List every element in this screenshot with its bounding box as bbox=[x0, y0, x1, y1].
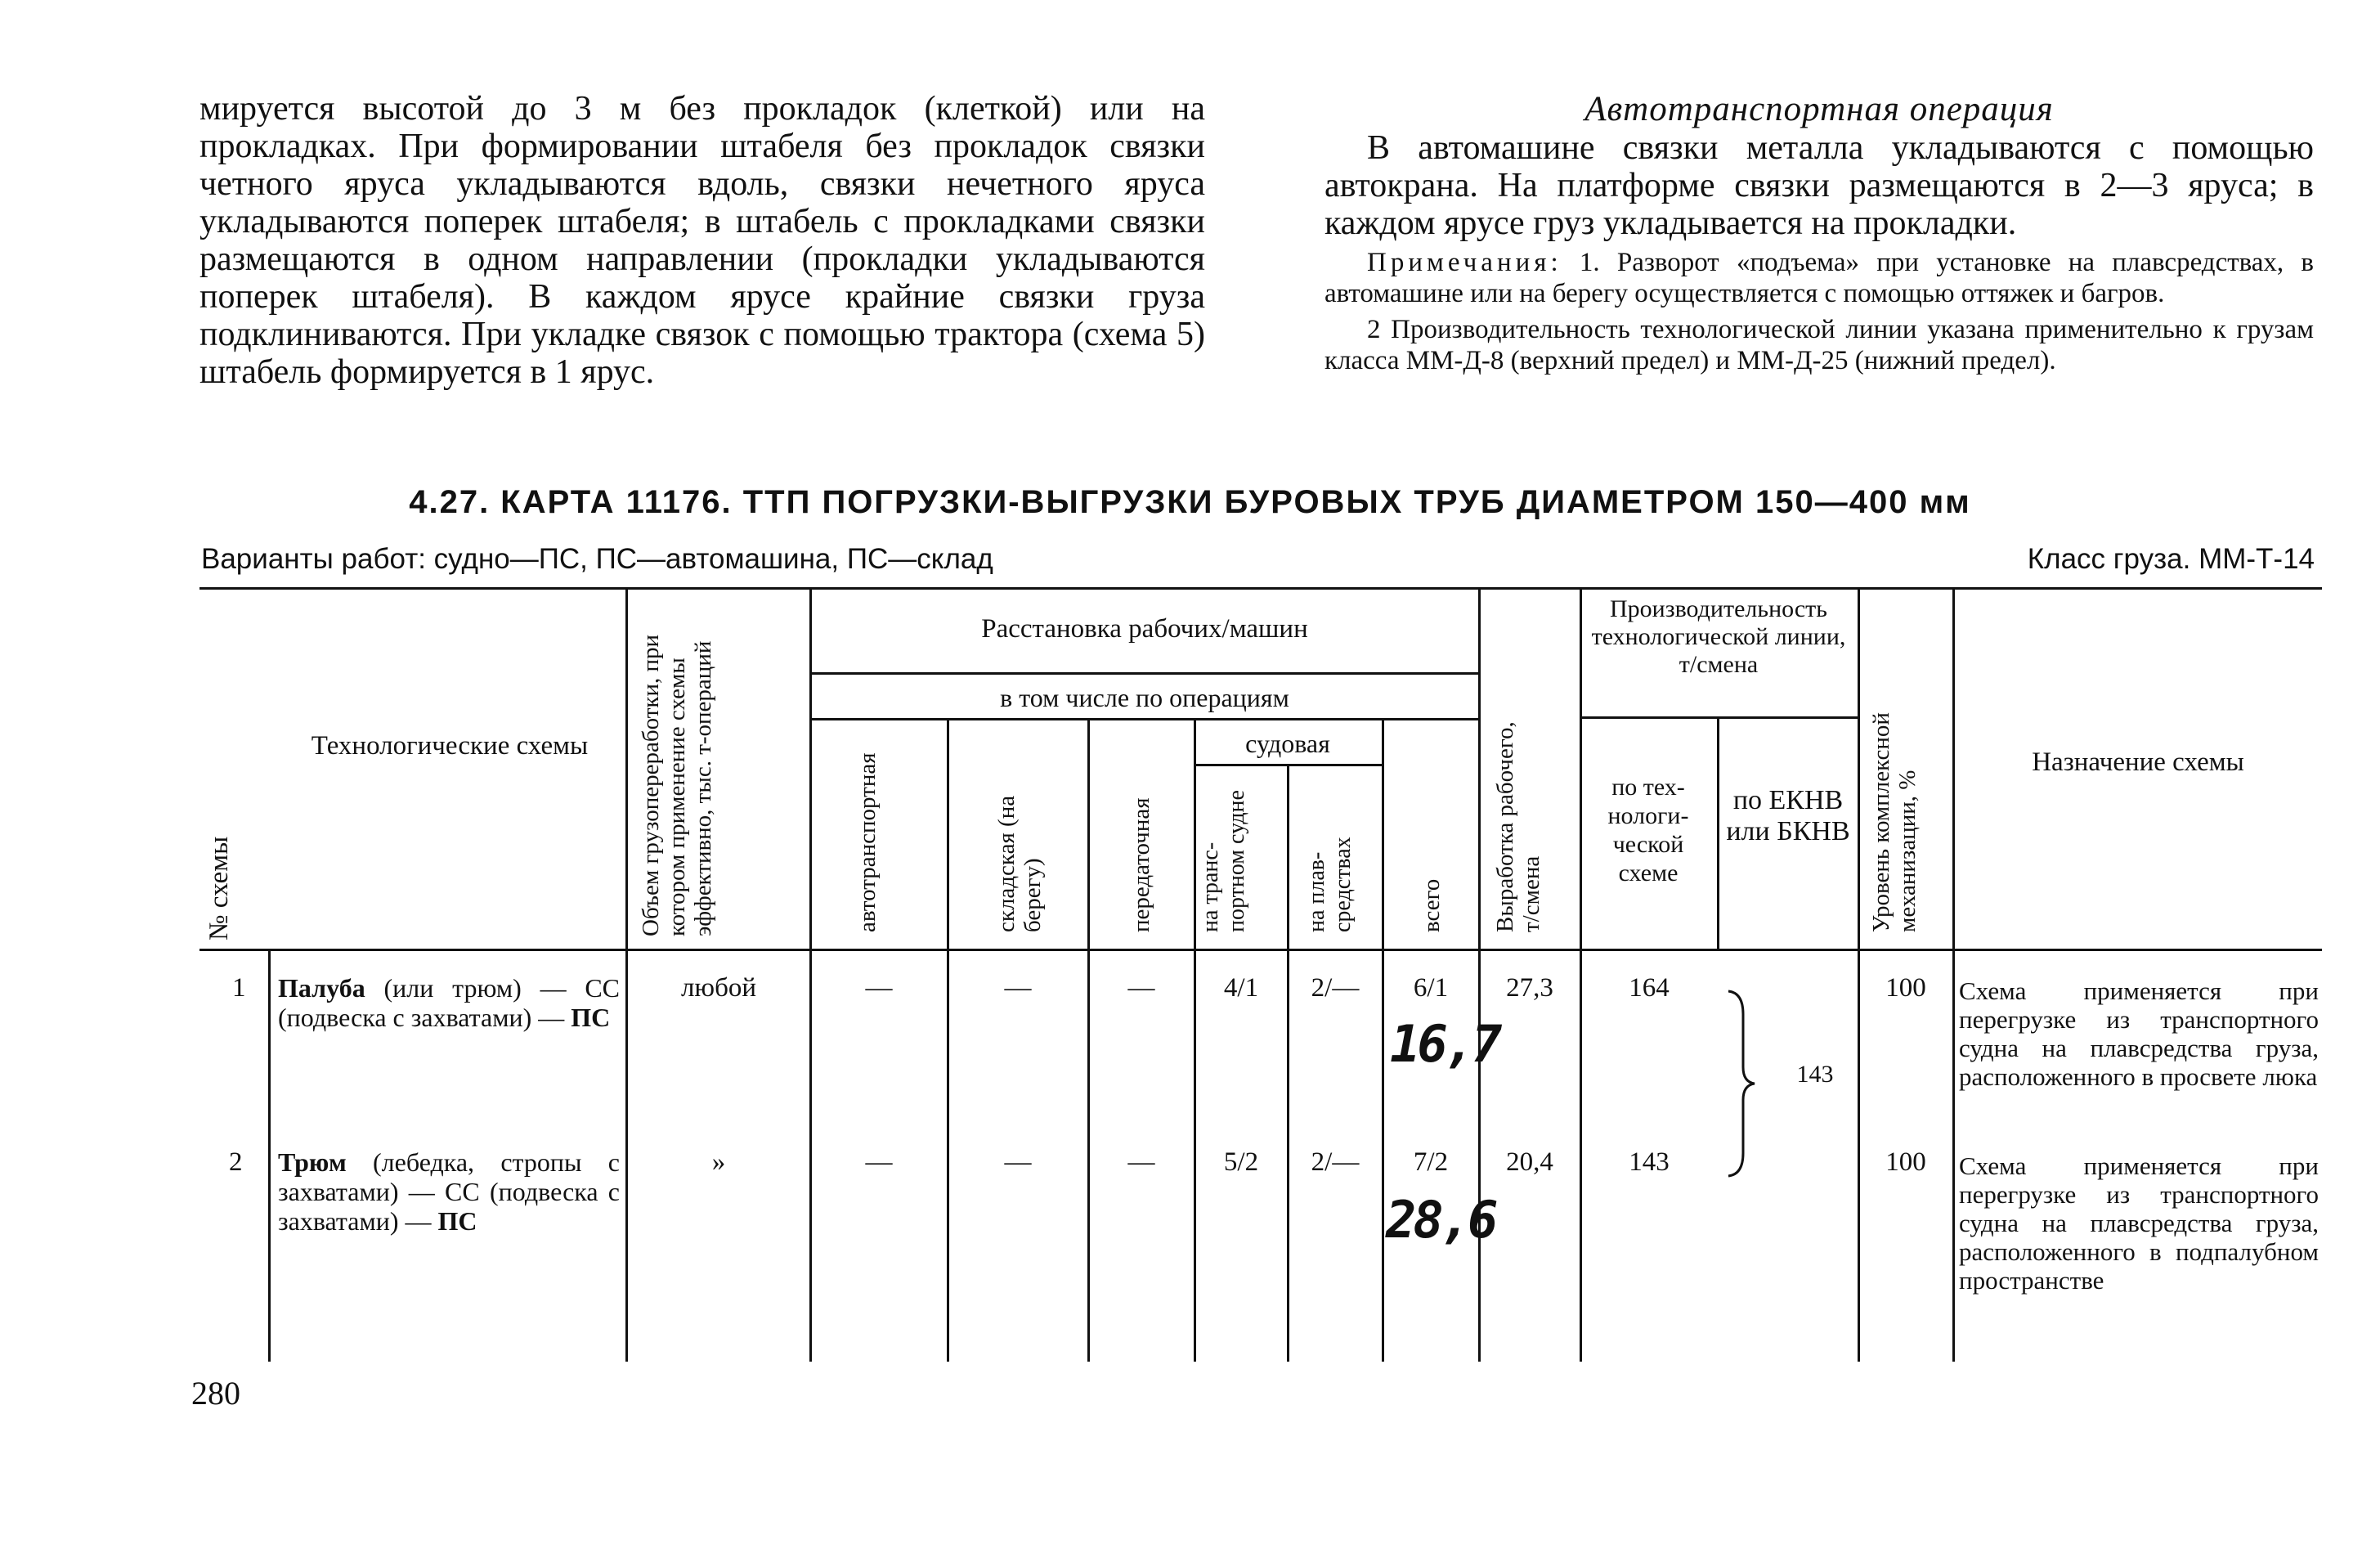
header-by-eknv: по ЕКНВ или БКНВ bbox=[1726, 785, 1850, 846]
header-schemes: Технологические схемы bbox=[311, 731, 589, 761]
header-on-transport: на транспортном судне bbox=[1198, 790, 1249, 932]
page-number: 280 bbox=[191, 1375, 240, 1412]
header-volume bbox=[638, 593, 716, 936]
row-on-transport: 4/1 bbox=[1223, 973, 1259, 1003]
note-1-text: 1. Разворот «подъема» при установке на плавсредствах, в автомашине или на берегу осуществляется с помощью оттяжек и багров. bbox=[1324, 248, 2314, 308]
scheme-bold-end: ПС bbox=[437, 1206, 477, 1236]
header-by-scheme: по технологической схеме bbox=[1607, 774, 1689, 886]
auto-section bbox=[1324, 90, 2314, 376]
row-warehouse: — bbox=[1004, 1147, 1032, 1177]
note-1 bbox=[1324, 247, 2314, 309]
row-by-scheme: 164 bbox=[1629, 973, 1670, 1003]
row-mechanization: 100 bbox=[1885, 1147, 1926, 1177]
header-auto: автотранспортная bbox=[854, 752, 881, 932]
row-purpose: Схема применяется при перегрузке из транспортного судна на плавсредства груза, расположенного в подпалубном пространстве bbox=[1959, 1151, 2319, 1295]
header-on-float: на плавсредствах bbox=[1304, 837, 1356, 932]
scheme-bold-start: Трюм bbox=[278, 1147, 347, 1177]
auto-heading: Автотранспортная операция bbox=[1584, 90, 2054, 128]
scheme-text: (лебедка, стропы с захватами) — СС (подвеска с захватами) — bbox=[278, 1147, 620, 1236]
row-scheme bbox=[278, 1147, 620, 1236]
row-auto: — bbox=[865, 973, 893, 1003]
row-total: 7/2 bbox=[1413, 1147, 1449, 1177]
row-warehouse: — bbox=[1004, 973, 1032, 1003]
scheme-bold-end: ПС bbox=[571, 1003, 611, 1032]
header-mechanization: Уровень комплексной механизации, % bbox=[1868, 712, 1921, 932]
header-transfer: передаточная bbox=[1128, 797, 1154, 932]
scheme-text: (или трюм) — СС (подвеска с захватами) — bbox=[278, 973, 620, 1032]
row-volume: » bbox=[711, 1147, 726, 1177]
notes-label: Примечания: bbox=[1367, 248, 1562, 277]
row-transfer: — bbox=[1127, 973, 1155, 1003]
handwritten-note: 16,7 bbox=[1390, 1014, 1499, 1074]
header-total: всего bbox=[1419, 878, 1445, 932]
header-volume-text: Объем грузопереработки, при котором применение схемы эффективно, тыс. т-операций bbox=[638, 634, 716, 936]
row-num: 2 bbox=[229, 1147, 243, 1177]
header-by-operations: в том числе по операциям bbox=[1000, 683, 1289, 712]
row-scheme bbox=[278, 973, 620, 1032]
row-total: 6/1 bbox=[1413, 973, 1449, 1003]
row-on-float: 2/— bbox=[1311, 973, 1360, 1003]
header-num: № схемы bbox=[204, 836, 234, 940]
header-placement: Расстановка рабочих/машин bbox=[981, 614, 1308, 644]
row-output: 27,3 bbox=[1506, 973, 1553, 1003]
left-paragraph: мируется высотой до 3 м без прокладок (клеткой) или на прокладках. При формировании штабеля без прокладок связки четного яруса укладываются вдоль, связки нечетного яруса укладываются поперек штабеля; в штабель с прокладками связки размещаются в одном направлении (прокладки укладываются поперек штабеля). В каждом ярусе крайние связки груза подклиниваются. При укладке связок с помощью трактора (схема 5) штабель формируется в 1 ярус. bbox=[199, 90, 1205, 391]
row-by-scheme: 143 bbox=[1629, 1147, 1670, 1177]
row-auto: — bbox=[865, 1147, 893, 1177]
header-productivity: Производительность технологической линии, т/смена bbox=[1591, 595, 1846, 678]
row-on-float: 2/— bbox=[1311, 1147, 1360, 1177]
row-output: 20,4 bbox=[1506, 1147, 1553, 1177]
note-2: 2 Производительность технологической линии указана применительно к грузам класса ММ-Д-8 (верхний предел) и ММ-Д-25 (нижний предел). bbox=[1324, 315, 2314, 375]
header-warehouse: складская (на берегу) bbox=[993, 795, 1046, 932]
header-ship: судовая bbox=[1245, 729, 1330, 758]
row-transfer: — bbox=[1127, 1147, 1155, 1177]
row-on-transport: 5/2 bbox=[1223, 1147, 1259, 1177]
cargo-class: Класс груза. ММ-Т-14 bbox=[2027, 543, 2315, 575]
work-variants: Варианты работ: судно—ПС, ПС—автомашина, ПС—склад bbox=[201, 543, 993, 575]
eknv-shared-value: 143 bbox=[1796, 1061, 1834, 1088]
row-purpose: Схема применяется при перегрузке из транспортного судна на плавсредства груза, расположенного в просвете люка bbox=[1959, 976, 2319, 1091]
header-purpose: Назначение схемы bbox=[2032, 747, 2244, 777]
auto-paragraph: В автомашине связки металла укладываются с помощью автокрана. На платформе связки размещаются в 2—3 яруса; в каждом ярусе груз укладывается на прокладки. bbox=[1324, 129, 2314, 242]
card-title: 4.27. КАРТА 11176. ТТП ПОГРУЗКИ-ВЫГРУЗКИ БУРОВЫХ ТРУБ ДИАМЕТРОМ 150—400 мм bbox=[409, 484, 1971, 520]
handwritten-note: 28,6 bbox=[1386, 1190, 1495, 1250]
row-mechanization: 100 bbox=[1885, 973, 1926, 1003]
row-volume: любой bbox=[680, 973, 757, 1003]
brace-icon bbox=[1725, 990, 1758, 1178]
scheme-bold-start: Палуба bbox=[278, 973, 365, 1003]
header-output: Выработка рабочего, т/смена bbox=[1492, 721, 1544, 932]
row-num: 1 bbox=[232, 973, 246, 1003]
